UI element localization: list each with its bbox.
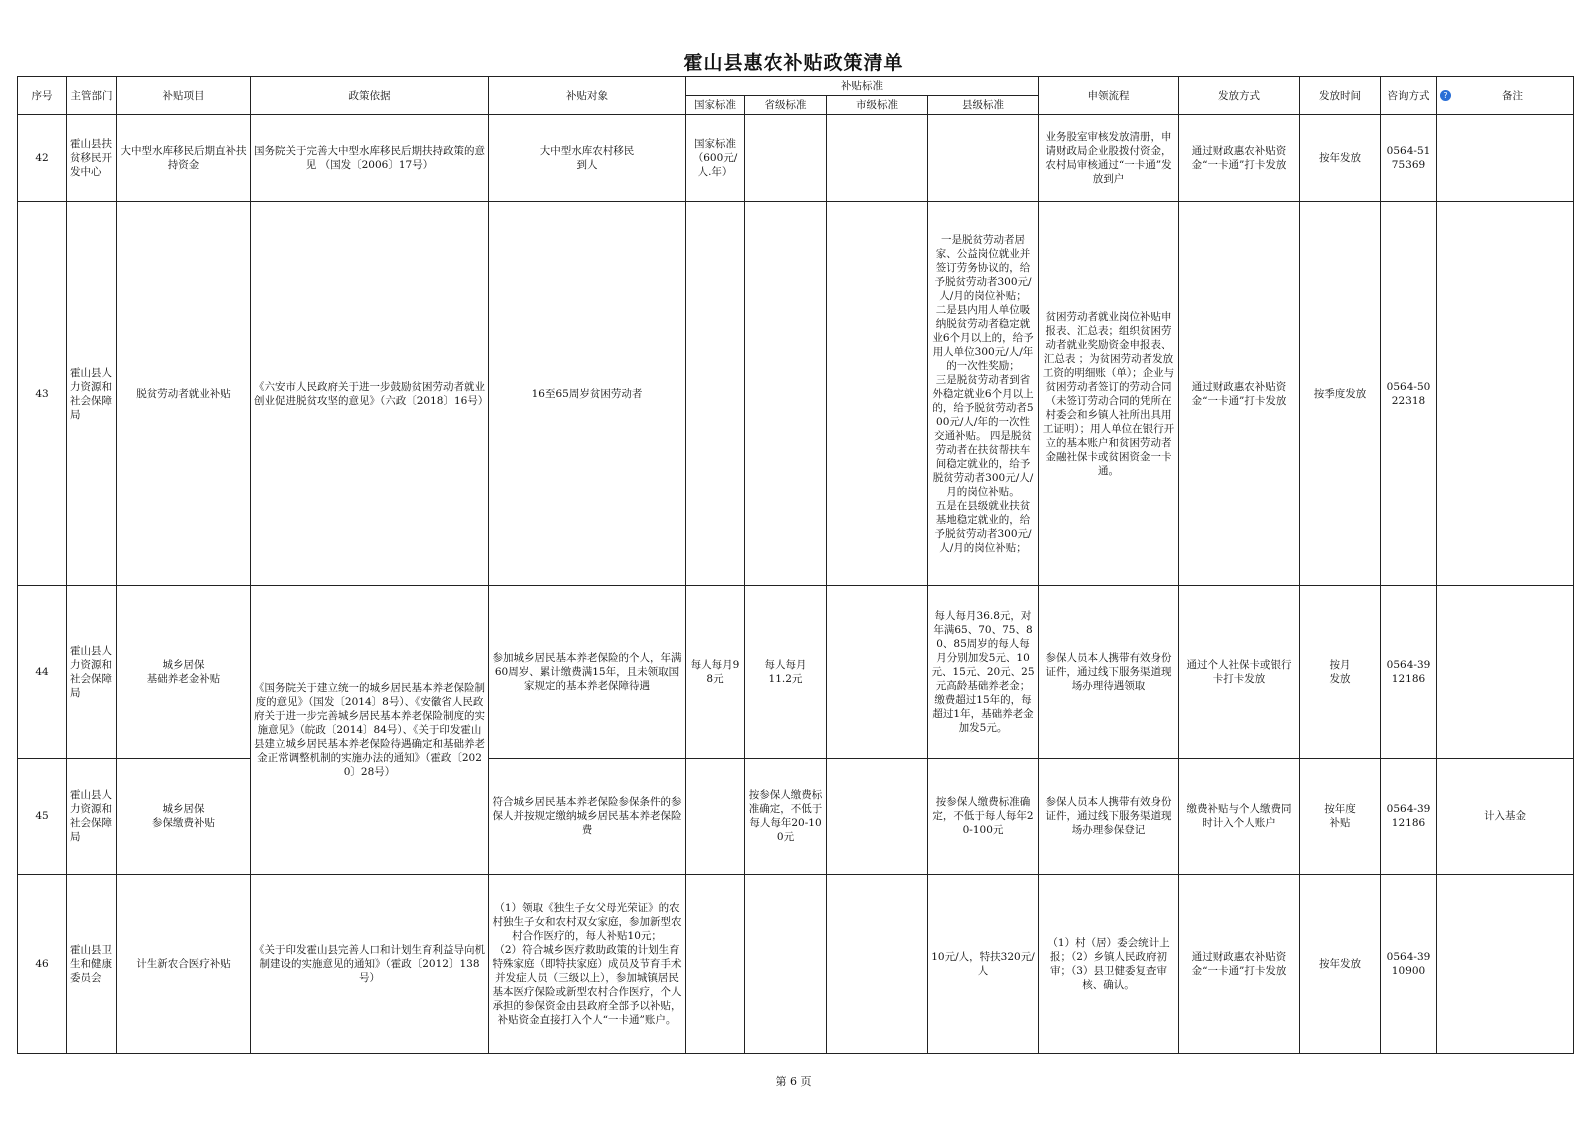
help-icon[interactable]: ? <box>1440 90 1451 101</box>
cell-contact: 0564-3912186 <box>1381 758 1437 875</box>
cell-national <box>686 875 745 1054</box>
cell-contact: 0564-3912186 <box>1381 586 1437 759</box>
cell-county: 按参保人缴费标准确定，不低于每人每年20-100元 <box>928 758 1039 875</box>
cell-dept: 霍山县人力资源和社会保障局 <box>67 586 117 759</box>
cell-time: 按年发放 <box>1300 115 1381 202</box>
cell-national: 每人每月98元 <box>686 586 745 759</box>
cell-seq: 46 <box>18 875 67 1054</box>
cell-process: 参保人员本人携带有效身份证件，通过线下服务渠道现场办理待遇领取 <box>1039 586 1179 759</box>
cell-basis: 《关于印发霍山县完善人口和计划生育利益导向机制建设的实施意见的通知》（霍政〔2012〕138号） <box>251 875 489 1054</box>
cell-note <box>1437 202 1574 586</box>
cell-dept: 霍山县人力资源和社会保障局 <box>67 202 117 586</box>
cell-county: 10元/人，特扶320元/人 <box>928 875 1039 1054</box>
cell-dept: 霍山县人力资源和社会保障局 <box>67 758 117 875</box>
cell-time: 按月 发放 <box>1300 586 1381 759</box>
cell-method: 通过个人社保卡或银行卡打卡发放 <box>1179 586 1300 759</box>
cell-seq: 43 <box>18 202 67 586</box>
cell-dept: 霍山县扶贫移民开发中心 <box>67 115 117 202</box>
cell-method: 通过财政惠农补贴资金“一卡通”打卡发放 <box>1179 115 1300 202</box>
cell-target: 16至65周岁贫困劳动者 <box>489 202 686 586</box>
cell-contact: 0564-5175369 <box>1381 115 1437 202</box>
table-row <box>18 875 1574 1054</box>
cell-target: 参加城乡居民基本养老保险的个人，年满60周岁、累计缴费满15年，且未领取国家规定的基本养老保障待遇 <box>489 586 686 759</box>
table-row <box>18 115 1574 202</box>
table-row <box>18 202 1574 586</box>
cell-item: 城乡居保 参保缴费补贴 <box>117 758 251 875</box>
cell-county: 每人每月36.8元，对年满65、70、75、80、85周岁的每人每月分别加发5元、10元、15元、20元、25元高龄基础养老金；缴费超过15年的，每超过1年，基础养老金加发5元。 <box>928 586 1039 759</box>
cell-contact: 0564-5022318 <box>1381 202 1437 586</box>
cell-provincial <box>745 875 827 1054</box>
cell-city <box>827 115 928 202</box>
header-provincial: 省级标准 <box>745 96 827 115</box>
cell-provincial: 每人每月 11.2元 <box>745 586 827 759</box>
cell-time: 按季度发放 <box>1300 202 1381 586</box>
cell-item: 大中型水库移民后期直补扶持资金 <box>117 115 251 202</box>
header-seq: 序号 <box>18 77 67 115</box>
cell-seq: 44 <box>18 586 67 759</box>
cell-provincial <box>745 115 827 202</box>
header-national: 国家标准 <box>686 96 745 115</box>
cell-method: 通过财政惠农补贴资金“一卡通”打卡发放 <box>1179 202 1300 586</box>
policy-table <box>17 76 1574 1054</box>
header-time: 发放时间 <box>1300 77 1381 115</box>
cell-city <box>827 202 928 586</box>
cell-city <box>827 586 928 759</box>
header-county: 县级标准 <box>928 96 1039 115</box>
cell-method: 缴费补贴与个人缴费同时计入个人账户 <box>1179 758 1300 875</box>
page-number: 第 6 页 <box>775 1075 812 1088</box>
cell-target: 大中型水库农村移民 到人 <box>489 115 686 202</box>
cell-process: 参保人员本人携带有效身份证件，通过线下服务渠道现场办理参保登记 <box>1039 758 1179 875</box>
cell-time: 按年发放 <box>1300 875 1381 1054</box>
cell-method: 通过财政惠农补贴资金“一卡通”打卡发放 <box>1179 875 1300 1054</box>
cell-dept: 霍山县卫生和健康委员会 <box>67 875 117 1054</box>
cell-city <box>827 875 928 1054</box>
header-row-1 <box>18 77 1574 96</box>
header-basis: 政策依据 <box>251 77 489 115</box>
cell-basis: 《国务院关于建立统一的城乡居民基本养老保险制度的意见》（国发〔2014〕8号）、《安徽省人民政府关于进一步完善城乡居民基本养老保险制度的实施意见》（皖政〔2014〕84号）、《关于印发霍山县建立城乡居民基本养老保险待遇确定和基础养老金正常调整机制的实施办法的通知》（霍政〔2020〕28号） <box>251 586 489 875</box>
header-dept: 主管部门 <box>67 77 117 115</box>
cell-process: 业务股室审核发放清册，申请财政局企业股拨付资金，农村局审核通过“一卡通”发放到户 <box>1039 115 1179 202</box>
cell-note <box>1437 115 1574 202</box>
header-note <box>1437 77 1574 115</box>
cell-basis: 国务院关于完善大中型水库移民后期扶持政策的意见 （国发〔2006〕17号） <box>251 115 489 202</box>
cell-provincial: 按参保人缴费标准确定，不低于每人每年20-100元 <box>745 758 827 875</box>
cell-provincial <box>745 202 827 586</box>
cell-county <box>928 115 1039 202</box>
cell-process: （1）村（居）委会统计上报；（2）乡镇人民政府初审；（3）县卫健委复查审核、确认。 <box>1039 875 1179 1054</box>
cell-note <box>1437 586 1574 759</box>
cell-item: 脱贫劳动者就业补贴 <box>117 202 251 586</box>
header-note-label: 备注 <box>1502 89 1523 102</box>
header-standard-group: 补贴标准 <box>686 77 1039 96</box>
cell-national: 国家标准（600元/人.年） <box>686 115 745 202</box>
cell-basis: 《六安市人民政府关于进一步鼓励贫困劳动者就业创业促进脱贫攻坚的意见》（六政〔2018〕16号） <box>251 202 489 586</box>
cell-national <box>686 758 745 875</box>
cell-city <box>827 758 928 875</box>
header-process: 申领流程 <box>1039 77 1179 115</box>
cell-seq: 42 <box>18 115 67 202</box>
page-title: 霍山县惠农补贴政策清单 <box>683 52 904 74</box>
cell-note: 计入基金 <box>1437 758 1574 875</box>
cell-target: 符合城乡居民基本养老保险参保条件的参保人并按规定缴纳城乡居民基本养老保险费 <box>489 758 686 875</box>
cell-contact: 0564-3910900 <box>1381 875 1437 1054</box>
cell-national <box>686 202 745 586</box>
cell-target: （1）领取《独生子女父母光荣证》的农村独生子女和农村双女家庭，参加新型农村合作医疗的，每人补贴10元； （2）符合城乡医疗救助政策的计划生育特殊家庭（即特扶家庭）成员及节育手术并发症人员（三级以上），参加城镇居民基本医疗保险或新型农村合作医疗，个人承担的参保资金由县政府全部予以补贴，补贴资金直接打入个人“一卡通”账户。 <box>489 875 686 1054</box>
cell-item: 计生新农合医疗补贴 <box>117 875 251 1054</box>
header-target: 补贴对象 <box>489 77 686 115</box>
header-method: 发放方式 <box>1179 77 1300 115</box>
cell-note <box>1437 875 1574 1054</box>
cell-county: 一是脱贫劳动者居家、公益岗位就业并签订劳务协议的，给予脱贫劳动者300元/人/月的岗位补贴； 二是县内用人单位吸纳脱贫劳动者稳定就业6个月以上的，给予用人单位300元/人/年的一次性奖励； 三是脱贫劳动者到省外稳定就业6个月以上的，给予脱贫劳动者500元/人/年的一次性交通补贴。 四是脱贫劳动者在扶贫帮扶车间稳定就业的，给予脱贫劳动者300元/人/月的岗位补贴。 五是在县级就业扶贫基地稳定就业的，给予脱贫劳动者300元/人/月的岗位补贴； <box>928 202 1039 586</box>
cell-seq: 45 <box>18 758 67 875</box>
header-city: 市级标准 <box>827 96 928 115</box>
header-item: 补贴项目 <box>117 77 251 115</box>
table-row <box>18 586 1574 759</box>
cell-time: 按年度 补贴 <box>1300 758 1381 875</box>
header-contact: 咨询方式 <box>1381 77 1437 115</box>
cell-process: 贫困劳动者就业岗位补贴申报表、汇总表；组织贫困劳动者就业奖励资金申报表、汇总表 ；为贫困劳动者发放工资的明细账（单）；企业与贫困劳动者签订的劳动合同（未签订劳动合同的凭所在村委会和乡镇人社所出具用工证明）；用人单位在银行开立的基本账户和贫困劳动者金融社保卡或贫困资金一卡通。 <box>1039 202 1179 586</box>
cell-item: 城乡居保 基础养老金补贴 <box>117 586 251 759</box>
